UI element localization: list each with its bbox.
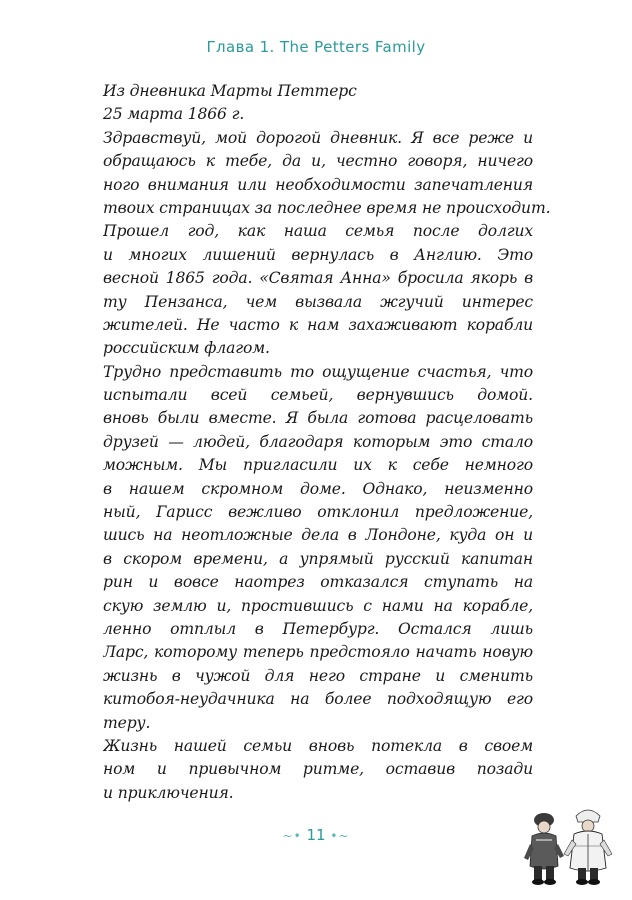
text-line: весной 1865 года. «Святая Анна» бросила якорь в: [103, 269, 533, 288]
text-line: Здравствуй, мой дорогой дневник. Я все реже и: [103, 128, 533, 147]
text-line: шись на неотложные дела в Лондоне, куда он и: [103, 526, 533, 545]
folio-ornament-right: •~: [330, 829, 350, 843]
text-line: в нашем скромном доме. Однако, неизменно: [103, 479, 533, 498]
text-line: вновь были вместе. Я была готова расцеловать: [103, 409, 533, 428]
text-line: Трудно представить то ощущение счастья, что: [103, 362, 533, 381]
text-line: и многих лишений вернулась в Англию. Это: [103, 245, 533, 264]
text-line: и приключения.: [103, 783, 234, 802]
folio-ornament-left: ~•: [282, 829, 302, 843]
text-line: ного внимания или необходимости запечатления: [103, 175, 533, 194]
text-line: ленно отплыл в Петербург. Остался лишь: [103, 619, 533, 638]
text-line: жителей. Не часто к нам захаживают корабли: [103, 315, 533, 334]
text-line: скую землю и, простившись с нами на корабле,: [103, 596, 533, 615]
diary-date: 25 марта 1866 г.: [103, 105, 245, 124]
text-line: Прошел год, как наша семья после долгих: [103, 222, 533, 241]
text-line: можным. Мы пригласили их к себе немного: [103, 456, 533, 475]
folio-number: 11: [306, 826, 326, 844]
running-head: Глава 1. The Petters Family: [206, 38, 426, 56]
diary-heading: Из дневника Марты Петтерс: [103, 82, 357, 100]
text-line: теру.: [103, 713, 151, 732]
text-line: ном и привычном ритме, оставив позади: [103, 760, 533, 779]
text-line: российским флагом.: [103, 339, 270, 358]
text-line: обращаюсь к тебе, да и, честно говоря, ничего: [103, 152, 533, 171]
text-line: испытали всей семьей, вернувшись домой.: [103, 386, 533, 405]
text-line: китобоя-неудачника на более подходящую его: [103, 690, 533, 709]
right-figure-icon: [564, 810, 612, 885]
text-line: твоих страницах за последнее время не происходит.: [103, 198, 551, 217]
diary-text: [103, 80, 551, 805]
body-lines: [103, 127, 551, 805]
two-figures-in-winter-coats-icon: [518, 800, 616, 890]
text-line: Жизнь нашей семьи вновь потекла в своем: [103, 736, 533, 755]
left-figure-icon: [524, 813, 564, 885]
text-line: ный, Гарисс вежливо отклонил предложение,: [103, 503, 533, 522]
text-line: в скором времени, а упрямый русский капитан: [103, 549, 533, 568]
text-line: рин и вовсе наотрез отказался ступать на: [103, 573, 533, 592]
text-line: друзей — людей, благодаря которым это стало: [103, 432, 533, 451]
text-line: ту Пензанса, чем вызвала жгучий интерес: [103, 292, 533, 311]
text-line: Ларс, которому теперь предстояло начать новую: [103, 643, 533, 662]
text-line: жизнь в чужой для него стране и сменить: [103, 666, 533, 685]
